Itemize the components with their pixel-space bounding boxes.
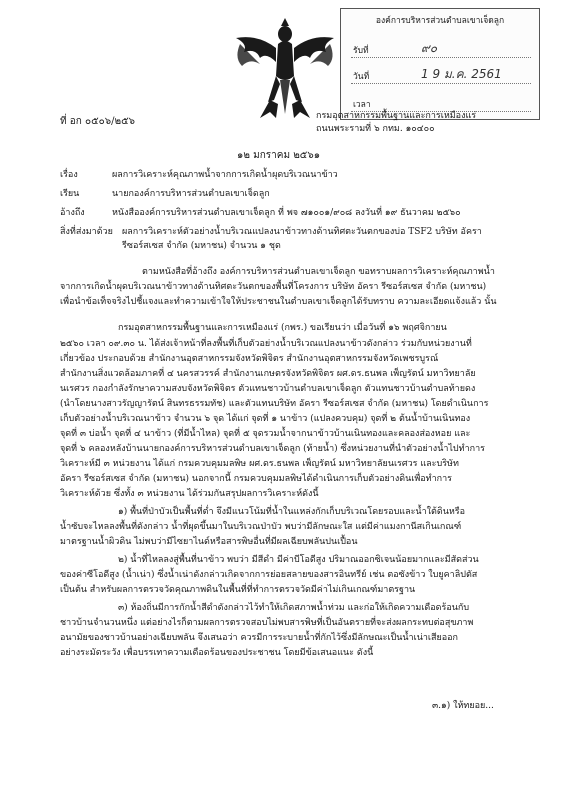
enclosure-line: ผลการวิเคราะห์ตัวอย่างน้ำบริเวณแปลงนาข้าวทางด้านทิศตะวันตกของบ่อ TSF2 บริษัท อัครา <box>122 227 482 237</box>
stamp-org: องค์การบริหารส่วนตำบลเขาเจ็ดลูก <box>375 16 505 26</box>
body-line: วิเคราะห์มี ๓ หน่วยงาน ได้แก่ กรมควบคุมมลพิษ ผศ.ดร.ธนพล เพ็ญรัตน์ มหาวิทยาลัยนเรศวร และบริษัท <box>60 459 459 469</box>
body-line: สำนักงานสิ่งแวดล้อมภาคที่ ๔ นครสวรรค์ สำนักงานเกษตรจังหวัดพิจิตร ผศ.ดร.ธนพล เพ็ญรัตน์ มหาวิทยาลัย <box>60 369 476 379</box>
body-line: (นำโดยนางสาวรัญญารัตน์ สินทรธรรมทัช) และตัวแทนบริษัท อัครา รีซอร์สเซส จำกัด (มหาชน) โดยดำเนินการ <box>60 399 489 409</box>
body-line: เพื่อนำข้อเท็จจริงไปชี้แจงและทำความเข้าใจให้ประชาชนในตำบลเขาเจ็ดลูกได้รับทราบ ความละเอียดแจ้งแล้ว นั้น <box>60 297 497 307</box>
subject-label: เรื่อง <box>60 170 78 180</box>
stamp-date: 1 9 ม.ค. 2561 <box>421 67 502 81</box>
body-line: ๑) พื้นที่ป่าบัวเป็นพื้นที่ต่ำ จึงมีแนวโน้มที่น้ำในแหล่งกักเก็บบริเวณโดยรอบและน้ำใต้ดินหรือ <box>118 507 466 517</box>
subject-text: ผลการวิเคราะห์คุณภาพน้ำจากการเกิดน้ำผุดบริเวณนาข้าว <box>112 170 338 180</box>
body-line: มาตรฐานน้ำผิวดิน ไม่พบว่ามีไซยาไนด์หรือสารพิษอื่นที่มีผลเฉียบพลันปนเปื้อน <box>60 537 358 547</box>
sender-name: กรมอุตสาหกรรมพื้นฐานและการเหมืองแร่ <box>316 111 477 121</box>
body-line: เกี่ยวข้อง ประกอบด้วย สำนักงานอุตสาหกรรมจังหวัดพิจิตร สำนักงานอุตสาหกรรมจังหวัดเพชรบูรณ์ <box>60 354 439 364</box>
enclosure-line: รีซอร์สเซส จำกัด (มหาชน) จำนวน ๑ ชุด <box>122 241 281 251</box>
ref-text: หนังสือองค์การบริหารส่วนตำบลเขาเจ็ดลูก ที่ พจ ๗๑๐๐๑/๙๐๘ ลงวันที่ ๑๙ ธันวาคม ๒๕๖๐ <box>112 208 461 218</box>
body-line: ของค่าซีโอดีสูง (น้ำเน่า) ซึ่งน้ำเน่าดังกล่าวเกิดจากการย่อยสลายของสารอินทรีย์ เช่น ตอซังข้าว ใบยูคาลิปตัส <box>60 570 478 580</box>
body-line: จากการเกิดน้ำผุดบริเวณนาข้าวทางด้านทิศตะวันตกของพื้นที่โครงการ บริษัท อัครา รีซอร์สเซส จำกัด (มหาชน) <box>60 282 487 292</box>
to-text: นายกองค์การบริหารส่วนตำบลเขาเจ็ดลูก <box>112 189 270 199</box>
enclosure-label: สิ่งที่ส่งมาด้วย <box>60 227 113 237</box>
stamp-received-label: รับที่ <box>353 46 369 56</box>
body-line: น้ำซับจะไหลลงพื้นที่ดังกล่าว น้ำที่ผุดขึ้นมาในบริเวณป่าบัว พบว่ามีลักษณะใส แต่มีค่าแมงกานีสเกินเกณฑ์ <box>60 522 462 532</box>
letter-date: ๑๒ มกราคม ๒๕๖๑ <box>237 150 321 161</box>
stamp-date-row <box>351 69 531 84</box>
body-line: จุดที่ ๓ บ่อน้ำ จุดที่ ๔ นาข้าว (ที่มีน้ำไหล) จุดที่ ๕ จุดรวมน้ำจากนาข้าวบ้านเนินทองและคลองส่องหอย และ <box>60 429 471 439</box>
body-line: อย่างระมัดระวัง เพื่อบรรเทาความเดือดร้อนของประชาชน โดยมีข้อเสนอแนะ ดังนี้ <box>60 648 374 658</box>
body-line: ตามหนังสือที่อ้างถึง องค์การบริหารส่วนตำบลเขาเจ็ดลูก ขอทราบผลการวิเคราะห์คุณภาพน้ำ <box>142 267 495 277</box>
stamp-received-row <box>351 43 531 58</box>
continuation-note: ๓.๑) ให้ทยอย... <box>432 701 494 711</box>
sender-address: ถนนพระรามที่ ๖ กทม. ๑๐๔๐๐ <box>316 124 435 134</box>
body-line: อัครา รีซอร์สเซส จำกัด (มหาชน) นอกจากนี้ กรมควบคุมมลพิษได้ดำเนินการเก็บตัวอย่างดินเพื่อทำการ <box>60 474 452 484</box>
body-line: กรมอุตสาหกรรมพื้นฐานและการเหมืองแร่ (กพร.) ขอเรียนว่า เมื่อวันที่ ๑๖ พฤศจิกายน <box>118 323 447 333</box>
stamp-received-no: ๙๐ <box>421 41 438 55</box>
body-line: อนามัยของชาวบ้านอย่างเฉียบพลัน จึงเสนอว่า ควรมีการระบายน้ำที่กักไว้ซึ่งมีลักษณะเป็นน้ำเน่าเสียออก <box>60 633 458 643</box>
ref-label: อ้างถึง <box>60 208 85 218</box>
body-line: ๓) ห้องถิ่นมีการกักน้ำสีดำดังกล่าวไว้ทำให้เกิดสภาพน้ำท่วม และก่อให้เกิดความเดือดร้อนกับ <box>118 603 470 613</box>
body-line: เก็บตัวอย่างน้ำบริเวณนาข้าว จำนวน ๖ จุด ได้แก่ จุดที่ ๑ นาข้าว (แปลงควบคุม) จุดที่ ๒ ต้นน้ำบ้านเนินทอง <box>60 414 471 424</box>
body-line: จุดที่ ๖ คลองหลังบ้านนายกองค์การบริหารส่วนตำบลเขาเจ็ดลูก (ท้ายน้ำ) ซึ่งหน่วยงานที่นำตัวอย่างน้ำไปทำการ <box>60 444 485 454</box>
body-line: ๒๕๖๐ เวลา ๐๙.๓๐ น. ได้ส่งเจ้าหน้าที่ลงพื้นที่เก็บตัวอย่างน้ำบริเวณแปลงนาข้าวดังกล่าว ร่วมกับหน่วยงานที่ <box>60 339 472 349</box>
reference-number: ที่ อก ๐๕๐๖/๒๕๖ <box>60 116 136 127</box>
stamp-time-label: เวลา <box>353 100 371 110</box>
body-line: วิเคราะห์ด้วย ซึ่งทั้ง ๓ หน่วยงาน ได้ร่วมกันสรุปผลการวิเคราะห์ดังนี้ <box>60 489 319 499</box>
body-line: ๒) น้ำที่ไหลลงสู่พื้นที่นาข้าว พบว่า มีสีดำ มีค่าบีโอดีสูง ปริมาณออกซิเจนน้อยมากและมีสัดส่วน <box>118 555 479 565</box>
stamp-date-label: วันที่ <box>353 72 370 82</box>
received-stamp <box>340 8 540 120</box>
body-line: ชาวบ้านจำนวนหนึ่ง แต่อย่างไรก็ตามผลการตรวจสอบไม่พบสารพิษที่เป็นอันตรายที่จะส่งผลกระทบต่อสุขภาพ <box>60 618 474 628</box>
to-label: เรียน <box>60 189 80 199</box>
body-line: นเรศวร กองกำลังรักษาความสงบจังหวัดพิจิตร ตัวแทนชาวบ้านตำบลเขาเจ็ดลูก ตัวแทนชาวบ้านตำบลท้ายดง <box>60 384 476 394</box>
body-line: เป็นต้น สำหรับผลการตรวจวัดคุณภาพดินในพื้นที่ที่ทำการตรวจวัดมีค่าไม่เกินเกณฑ์มาตรฐาน <box>60 585 416 595</box>
